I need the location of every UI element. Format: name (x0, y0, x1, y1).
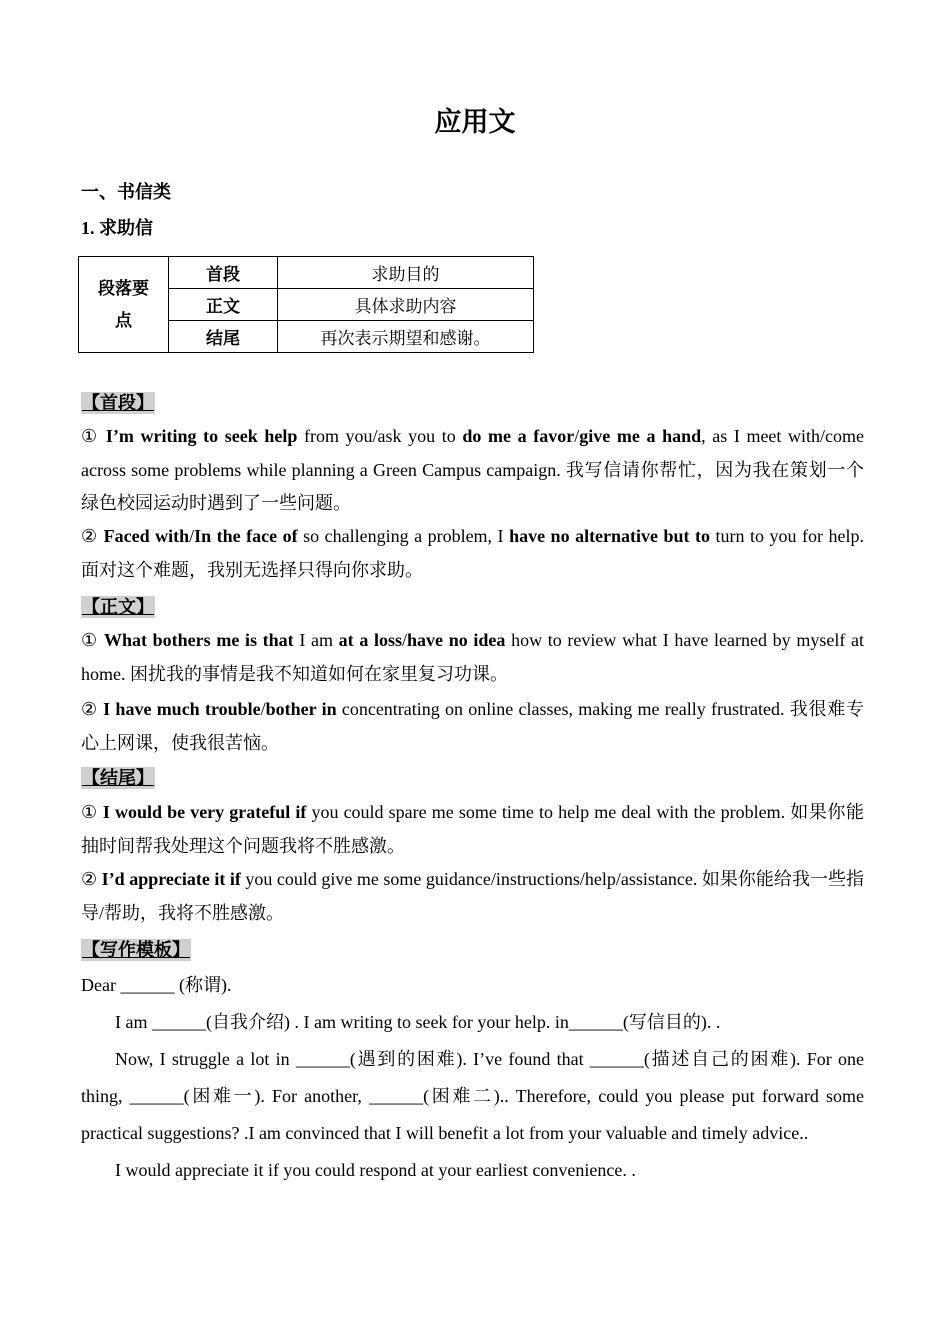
template-paragraph-2: Now, I struggle a lot in ______(遇到的困难). I’ve found that ______(描述自己的困难). For one thing, ______(困难一). For another, ______(困难二).. Therefore, could you please put forward some practical suggestions? .I am convinced that I will benefit a lot from your valuable and timely advice.. (81, 1049, 864, 1143)
bold-phrase: I’d appreciate it if (101, 869, 241, 889)
plain-text: so challenging a problem, I (297, 526, 510, 546)
template-salutation: Dear ______ (称谓). (81, 975, 232, 995)
plain-text: / (402, 630, 408, 650)
template-paragraph-3: I would appreciate it if you could respond at your earliest convenience. . (115, 1160, 636, 1180)
table-row (79, 257, 534, 289)
tag-body: 【正文】 (82, 597, 154, 617)
page-title: 应用文 (434, 107, 516, 138)
plain-text: you could spare me some time to help me deal with the problem. 如果你能抽时间帮我处理这个问题我将不胜感激。 (81, 802, 865, 856)
bold-phrase: I would be very grateful if (102, 802, 307, 822)
bold-phrase: What bothers me is that (103, 630, 294, 650)
plain-text: concentrating on online classes, making me really frustrated. 我很难专心上网课，使我很苦恼。 (81, 699, 865, 753)
plain-text: I am (293, 630, 339, 650)
table-content-cell: 求助目的 (278, 257, 534, 289)
table-header-cell (79, 257, 169, 353)
ending-sentence-2 (81, 863, 864, 930)
item-number: ① (81, 802, 98, 822)
table-content-cell: 具体求助内容 (278, 289, 534, 321)
plain-text: turn to you for help. 面对这个难题，我别无选择只得向你求助。 (81, 526, 865, 580)
item-number: ② (81, 869, 98, 889)
table-header-text: 段落要点 (98, 278, 149, 330)
plain-text: , as I meet with/come across some problems while planning a Green Campus campaign. 我写信请你帮忙，因为我在策划一个绿色校园运动时遇到了一些问题。 (81, 426, 865, 513)
plain-text: / (574, 426, 580, 446)
plain-text: / (260, 699, 266, 719)
item-number: ① (81, 426, 100, 446)
item-number: ① (81, 630, 99, 650)
table-part-cell: 首段 (169, 257, 278, 289)
template-paragraph-1: I am ______(自我介绍) . I am writing to seek for your help. in______(写信目的). . (115, 1012, 721, 1032)
ending-sentence-1 (81, 796, 864, 863)
body-sentence-1 (81, 624, 864, 691)
opening-sentence-2 (81, 520, 864, 587)
plain-text: from you/ask you to (297, 426, 463, 446)
item-number: ② (81, 526, 99, 546)
plain-text: you could give me some guidance/instructions/help/assistance. 如果你能给我一些指导/帮助，我将不胜感激。 (81, 869, 864, 923)
body-sentence-2 (81, 693, 864, 760)
opening-sentence-1 (81, 420, 864, 521)
plain-text: how to review what I have learned by myself at home. 困扰我的事情是我不知道如何在家里复习功课。 (81, 630, 864, 684)
bold-phrase: I have much trouble (103, 699, 261, 719)
tag-template: 【写作模板】 (82, 940, 190, 960)
table-content-cell: 再次表示期望和感谢。 (278, 321, 534, 353)
tag-ending: 【结尾】 (82, 768, 154, 788)
subsection-heading: 1. 求助信 (81, 218, 153, 238)
tag-opening: 【首段】 (82, 393, 154, 413)
table-part-cell: 正文 (169, 289, 278, 321)
paragraph-points-table (78, 256, 534, 353)
bold-phrase: In the face of (194, 526, 298, 546)
bold-phrase: at a loss (338, 630, 403, 650)
bold-phrase: Faced with (103, 526, 190, 546)
bold-phrase: bother in (265, 699, 337, 719)
bold-phrase: have no alternative but to (509, 526, 711, 546)
table-part-cell: 结尾 (169, 321, 278, 353)
bold-phrase: have no idea (407, 630, 506, 650)
bold-phrase: give me a hand (579, 426, 702, 446)
item-number: ② (81, 699, 98, 719)
section-heading: 一、书信类 (81, 182, 171, 202)
bold-phrase: I’m writing to seek help (105, 426, 298, 446)
bold-phrase: do me a favor (462, 426, 575, 446)
writing-template (81, 967, 864, 1189)
plain-text: / (189, 526, 195, 546)
